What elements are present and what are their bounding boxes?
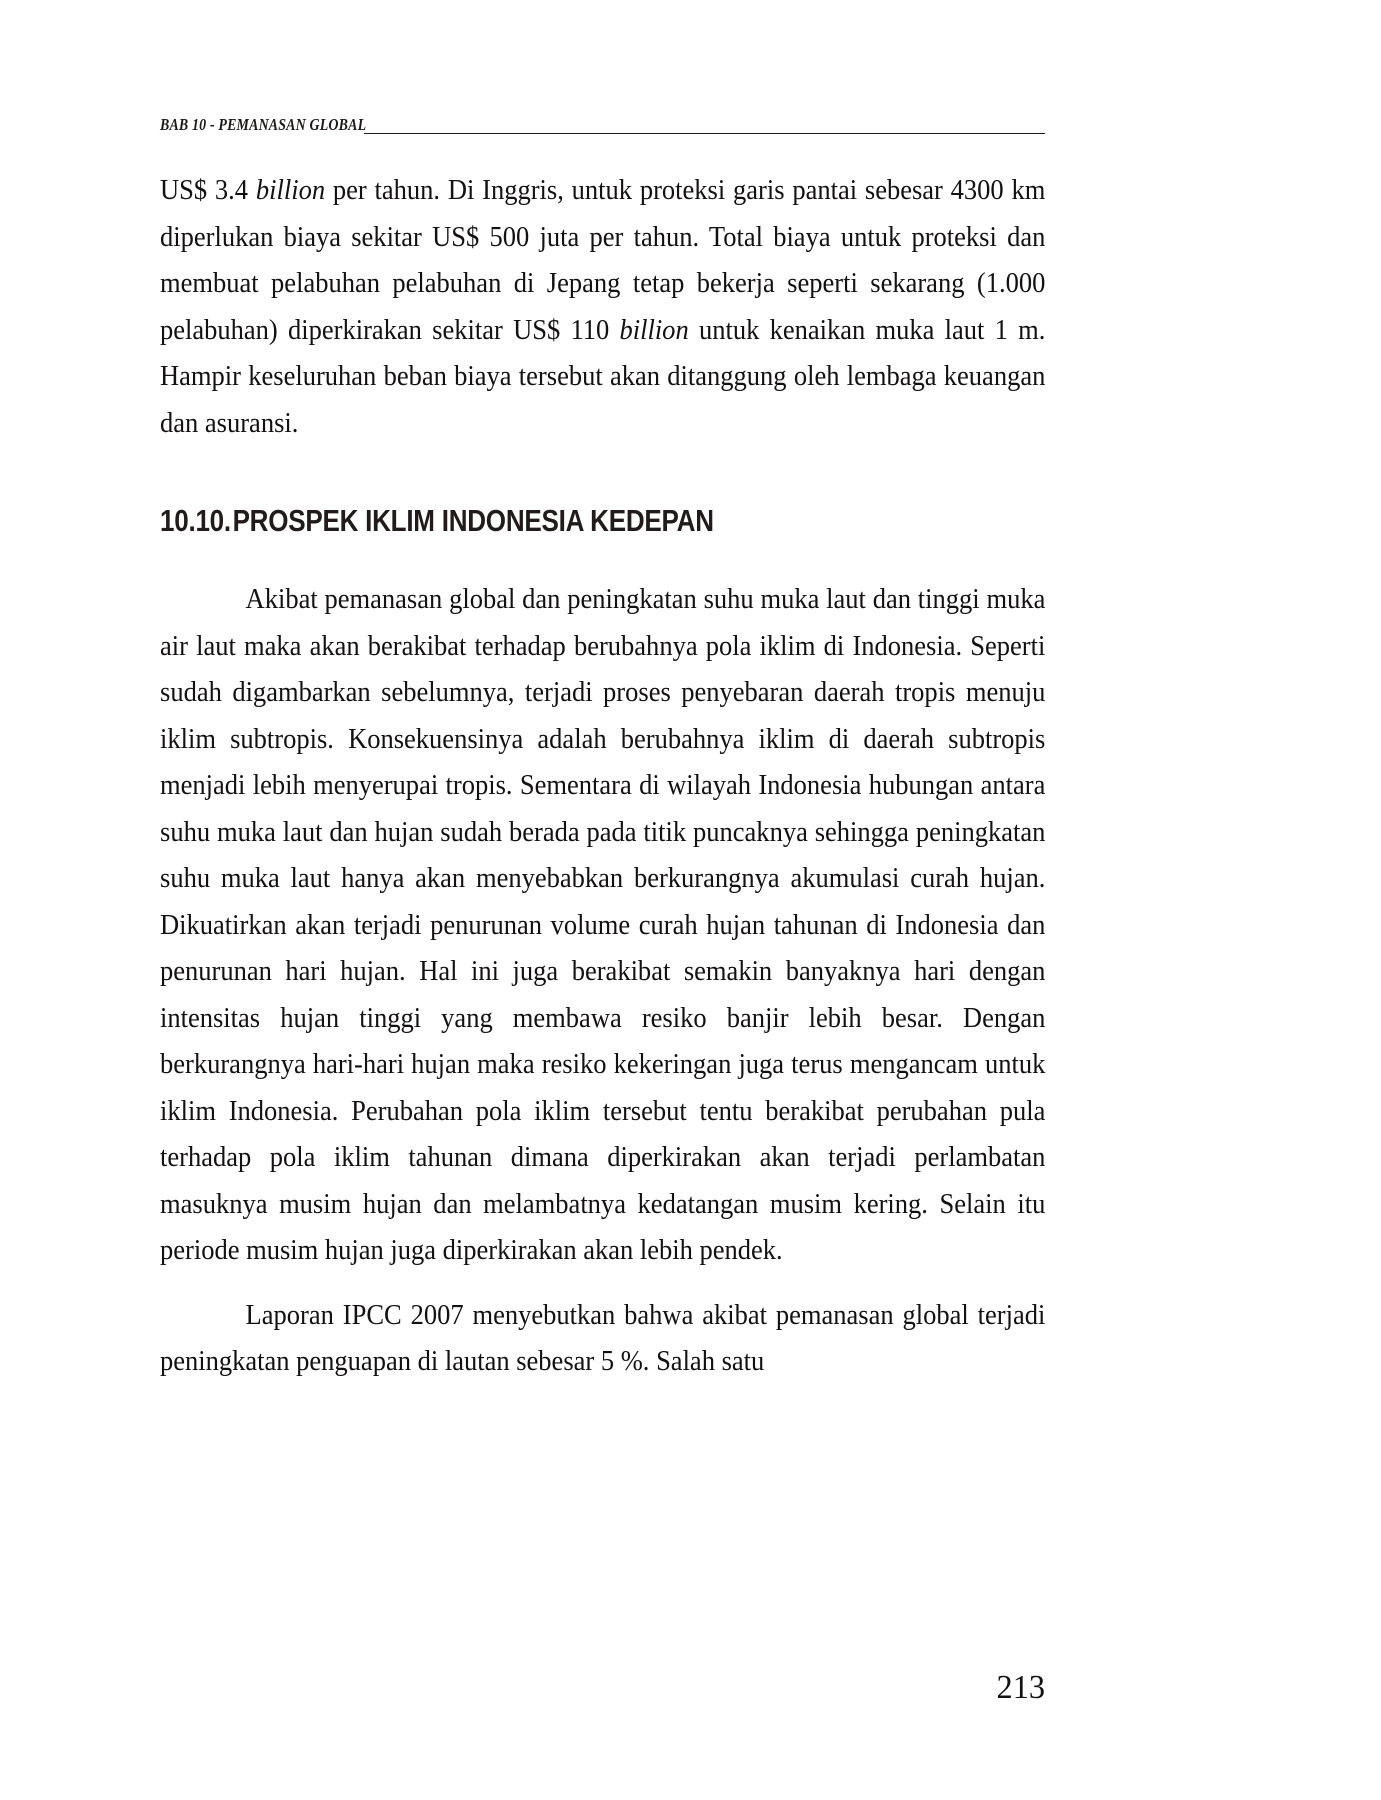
section-heading-number: 10.10. — [160, 503, 231, 538]
paragraph-cost-estimates — [160, 168, 1045, 447]
section-heading-title: PROSPEK IKLIM INDONESIA KEDEPAN — [232, 503, 714, 538]
paragraph-1-segment-3: untuk kenaikan muka laut 1 m. Hampir keseluruhan beban biaya tersebut akan ditanggung oleh lembaga keuangan dan asuransi. — [160, 314, 1046, 439]
paragraph-1-segment-1: US$ 3.4 — [160, 175, 256, 206]
running-header-rule — [364, 133, 1045, 134]
page-number: 213 — [996, 1669, 1045, 1706]
paragraph-1-italic-billion-1: billion — [255, 175, 326, 206]
running-header-chapter-label: BAB 10 - PEMANASAN GLOBAL — [160, 115, 367, 134]
spacer-after-heading — [160, 539, 1046, 577]
spacer-after-paragraph-1 — [160, 447, 1046, 503]
text-column — [160, 168, 1046, 1386]
paragraph-1-italic-billion-2: billion — [619, 314, 689, 346]
paragraph-1-segment-2: per tahun. Di Inggris, untuk proteksi garis pantai sebesar 4300 km diperlukan biaya sekitar US$ 500 juta per tahun. Total biaya untuk proteksi dan membuat pelabuhan pelabuhan di Jepang tetap bekerja seperti sekarang (1.000 pelabuhan) diperkirakan sekitar US$ 110 — [160, 175, 1046, 346]
section-heading — [160, 503, 1046, 539]
paragraph-ipcc-report: Laporan IPCC 2007 menyebutkan bahwa akibat pemanasan global terjadi peningkatan penguapan di lautan sebesar 5 %. Salah satu — [160, 1299, 1046, 1377]
spacer-after-paragraph-2 — [160, 1275, 1046, 1293]
running-header — [160, 108, 1045, 136]
paragraph-climate-prospects: Akibat pemanasan global dan peningkatan suhu muka laut dan tinggi muka air laut maka akan berakibat terhadap berubahnya pola iklim di Indonesia. Seperti sudah digambarkan sebelumnya, terjadi proses penyebaran daerah tropis menuju iklim subtropis. Konsekuensinya adalah berubahnya iklim di daerah subtropis menjadi lebih menyerupai tropis. Sementara di wilayah Indonesia hubungan antara suhu muka laut dan hujan sudah berada pada titik puncaknya sehingga peningkatan suhu muka laut hanya akan menyebabkan berkurangnya akumulasi curah hujan. Dikuatirkan akan terjadi penurunan volume curah hujan tahunan di Indonesia dan penurunan hari hujan. Hal ini juga berakibat semakin banyaknya hari dengan intensitas hujan tinggi yang membawa resiko banjir lebih besar. Dengan berkurangnya hari-hari hujan maka resiko kekeringan juga terus mengancam untuk iklim Indonesia. Perubahan pola iklim tersebut tentu berakibat perubahan pula terhadap pola iklim tahunan dimana diperkirakan akan terjadi perlambatan masuknya musim hujan dan melambatnya kedatangan musim kering. Selain itu periode musim hujan juga diperkirakan akan lebih pendek. — [160, 584, 1046, 1266]
